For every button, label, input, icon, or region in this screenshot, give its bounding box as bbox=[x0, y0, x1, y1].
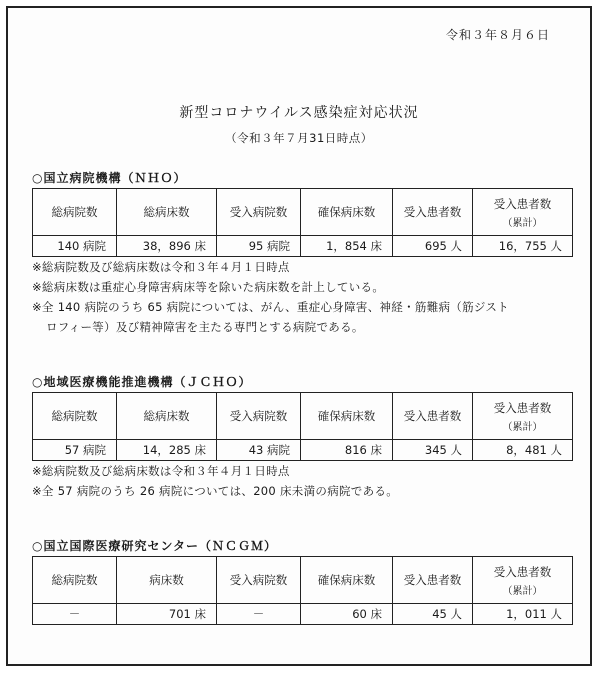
footnote: ※総病院数及び総病床数は令和３年４月１日時点 bbox=[32, 464, 290, 478]
column-header: 病床数 bbox=[117, 557, 217, 604]
footnote-line: ※全 140 病院のうち 65 病院については、がん、重症心身障害、神経・筋難病（筋ジスト bbox=[32, 300, 509, 314]
table-row bbox=[33, 440, 573, 461]
column-header: 総病院数 bbox=[33, 393, 117, 440]
section-jcho bbox=[32, 372, 572, 501]
table-cell: 695 人 bbox=[393, 236, 473, 257]
document-page bbox=[6, 6, 592, 666]
table-cell: － bbox=[33, 604, 117, 625]
column-header: 確保病床数 bbox=[301, 557, 393, 604]
column-header: 総病院数 bbox=[33, 557, 117, 604]
table-cell: 16，755 人 bbox=[473, 236, 573, 257]
table-cell: 45 人 bbox=[393, 604, 473, 625]
column-header: 受入患者数 bbox=[393, 393, 473, 440]
document-title: 新型コロナウイルス感染症対応状況 bbox=[179, 105, 419, 121]
column-header-sublabel: （累計） bbox=[502, 421, 543, 433]
section-heading: ○地域医療機能推進機構（ＪＣＨＯ） bbox=[32, 375, 252, 389]
column-header: 受入患者数 bbox=[393, 557, 473, 604]
footnote: ※総病院数及び総病床数は令和３年４月１日時点 bbox=[32, 260, 290, 274]
footnote: ※全 57 病院のうち 26 病院については、200 床未満の病院である。 bbox=[32, 484, 398, 498]
section-heading: ○国立病院機構（ＮＨＯ） bbox=[32, 171, 187, 185]
footnote: ※総病床数は重症心身障害病床等を除いた病床数を計上している。 bbox=[32, 280, 385, 294]
data-table bbox=[32, 392, 573, 461]
column-header: 総病床数 bbox=[117, 393, 217, 440]
table-header-row bbox=[33, 393, 573, 440]
section-ncgm bbox=[32, 536, 572, 625]
table-cell: 43 病院 bbox=[217, 440, 301, 461]
table-cell: 38，896 床 bbox=[117, 236, 217, 257]
column-header: 受入病院数 bbox=[217, 189, 301, 236]
column-header-label: 受入患者数 bbox=[493, 196, 552, 211]
document-subtitle: （令和３年７月31日時点） bbox=[225, 131, 373, 145]
table-cell: 57 病院 bbox=[33, 440, 117, 461]
table-header-row bbox=[33, 557, 573, 604]
table-cell: 701 床 bbox=[117, 604, 217, 625]
table-cell: 60 床 bbox=[301, 604, 393, 625]
document-date: 令和３年８月６日 bbox=[445, 28, 550, 42]
column-header-label: 受入患者数 bbox=[493, 400, 552, 415]
column-header-cumulative bbox=[473, 393, 573, 440]
table-cell: 8，481 人 bbox=[473, 440, 573, 461]
column-header-sublabel: （累計） bbox=[502, 585, 543, 597]
column-header: 受入患者数 bbox=[393, 189, 473, 236]
table-cell: 345 人 bbox=[393, 440, 473, 461]
column-header-sublabel: （累計） bbox=[502, 217, 543, 229]
footnote-line: ロフィー等）及び精神障害を主たる専門とする病院である。 bbox=[46, 320, 364, 334]
data-table bbox=[32, 188, 573, 257]
column-header: 総病院数 bbox=[33, 189, 117, 236]
table-cell: － bbox=[217, 604, 301, 625]
table-cell: 816 床 bbox=[301, 440, 393, 461]
column-header: 確保病床数 bbox=[301, 189, 393, 236]
table-cell: 95 病院 bbox=[217, 236, 301, 257]
section-nho bbox=[32, 168, 572, 337]
column-header-cumulative bbox=[473, 557, 573, 604]
section-heading: ○国立国際医療研究センター（ＮＣＧＭ） bbox=[32, 539, 277, 553]
footnote-multiline bbox=[32, 297, 572, 337]
column-header: 受入病院数 bbox=[217, 393, 301, 440]
table-header-row bbox=[33, 189, 573, 236]
table-cell: 140 病院 bbox=[33, 236, 117, 257]
column-header-cumulative bbox=[473, 189, 573, 236]
column-header-label: 受入患者数 bbox=[493, 564, 552, 579]
data-table bbox=[32, 556, 573, 625]
table-cell: 14，285 床 bbox=[117, 440, 217, 461]
column-header: 確保病床数 bbox=[301, 393, 393, 440]
table-row bbox=[33, 604, 573, 625]
table-cell: 1，854 床 bbox=[301, 236, 393, 257]
table-cell: 1，011 人 bbox=[473, 604, 573, 625]
table-row bbox=[33, 236, 573, 257]
column-header: 総病床数 bbox=[117, 189, 217, 236]
column-header: 受入病院数 bbox=[217, 557, 301, 604]
